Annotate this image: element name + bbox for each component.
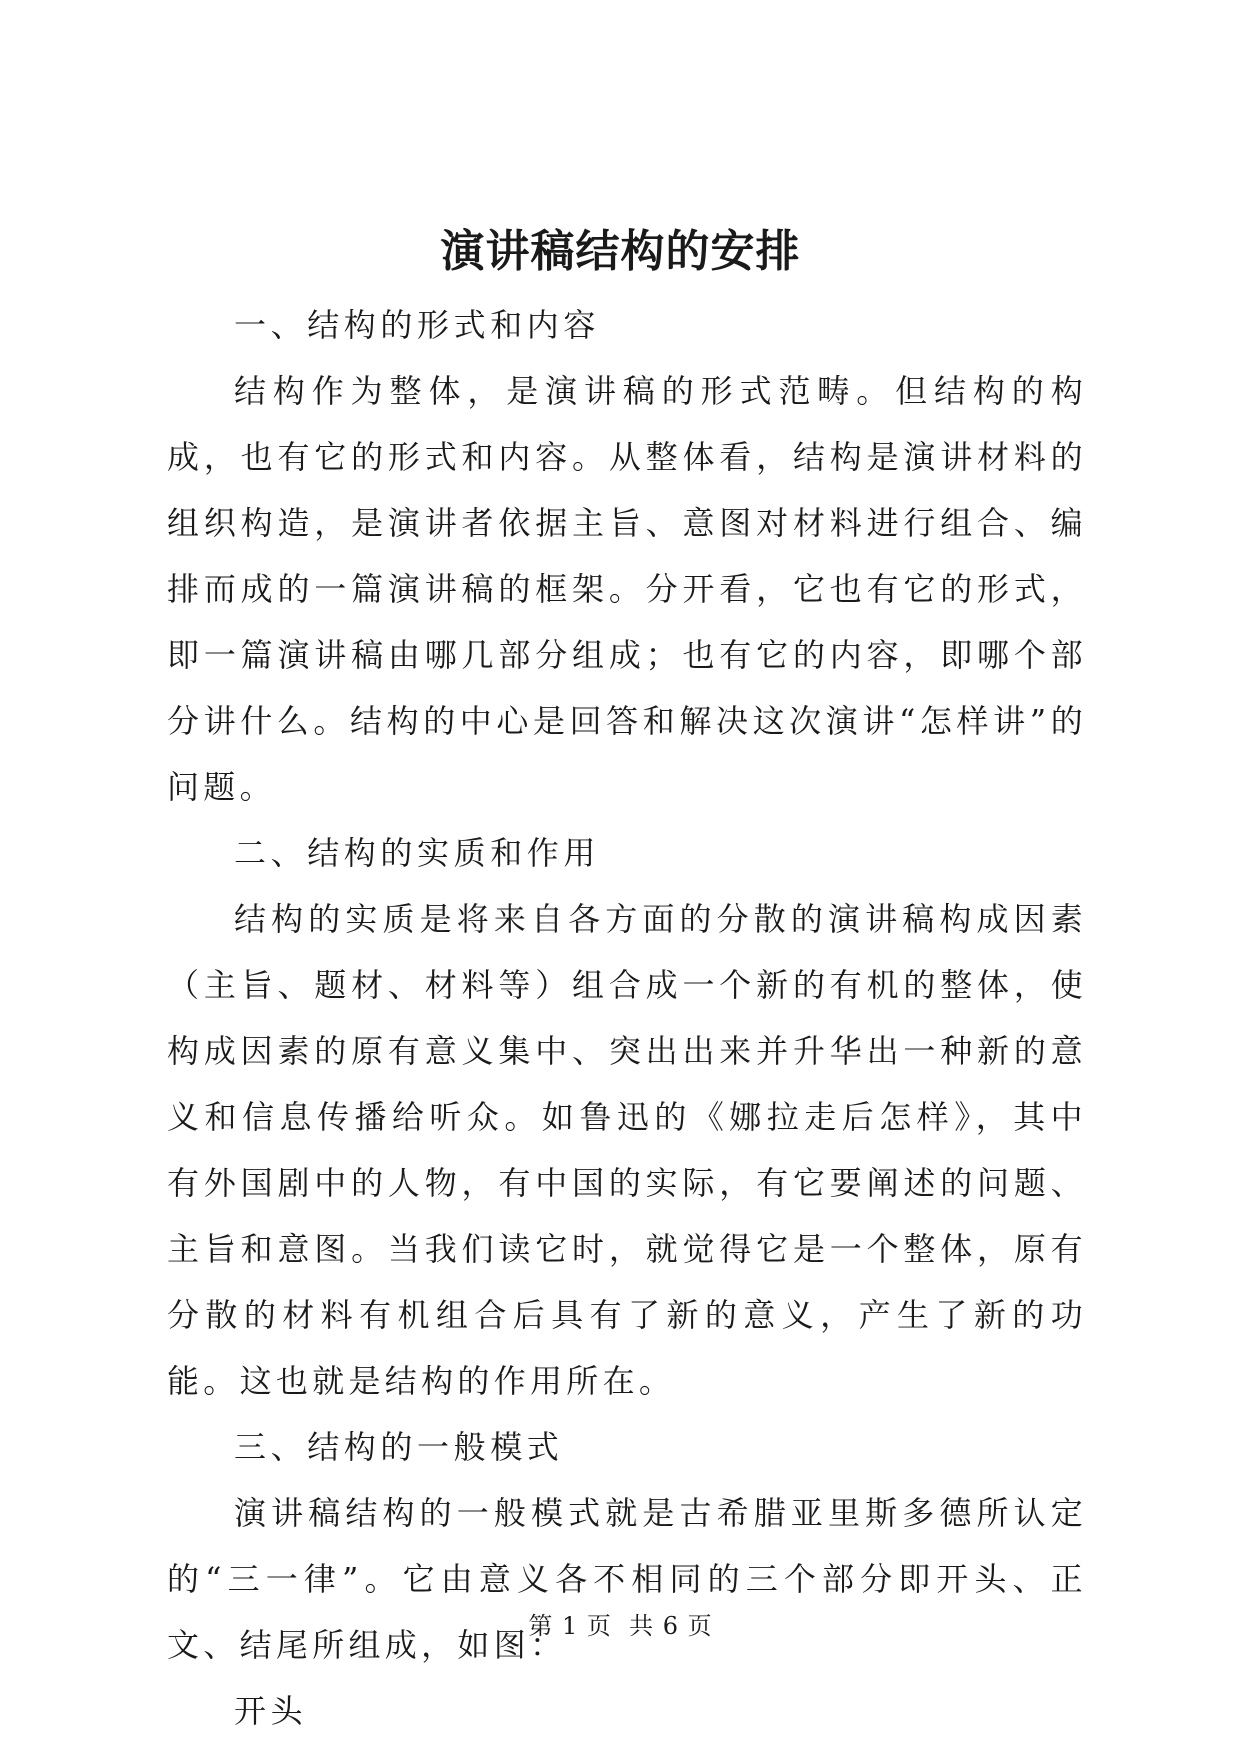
paragraph-1: 结构作为整体，是演讲稿的形式范畴。但结构的构成，也有它的形式和内容。从整体看，结构是演讲材料的组织构造，是演讲者依据主旨、意图对材料进行组合、编排而成的一篇演讲稿的框架。分开看，它也有它的形式，即一篇演讲稿由哪几部分组成；也有它的内容，即哪个部分讲什么。结构的中心是回答和解决这次演讲“怎样讲”的问题。 [167,372,1087,806]
document-title: 演讲稿结构的安排 [440,226,801,277]
section-heading-1: 一、结构的形式和内容 [234,306,601,344]
page-footer [0,1610,1241,1642]
document-body [167,292,1087,1744]
page-number-label: 第 1 页 共 6 页 [528,1612,713,1640]
paragraph-2: 结构的实质是将来自各方面的分散的演讲稿构成因素（主旨、题材、材料等）组合成一个新的有机的整体，使构成因素的原有意义集中、突出出来并升华出一种新的意义和信息传播给听众。如鲁迅的《娜拉走后怎样》，其中有外国剧中的人物，有中国的实际，有它要阐述的问题、主旨和意图。当我们读它时，就觉得它是一个整体，原有分散的材料有机组合后具有了新的意义，产生了新的功能。这也就是结构的作用所在。 [167,900,1087,1400]
diagram-label-opening: 开头 [234,1692,308,1730]
paragraph-3: 演讲稿结构的一般模式就是古希腊亚里斯多德所认定的“三一律”。它由意义各不相同的三个部分即开头、正文、结尾所组成，如图： [167,1494,1087,1664]
section-heading-2: 二、结构的实质和作用 [234,834,601,872]
section-heading-3: 三、结构的一般模式 [234,1428,564,1466]
